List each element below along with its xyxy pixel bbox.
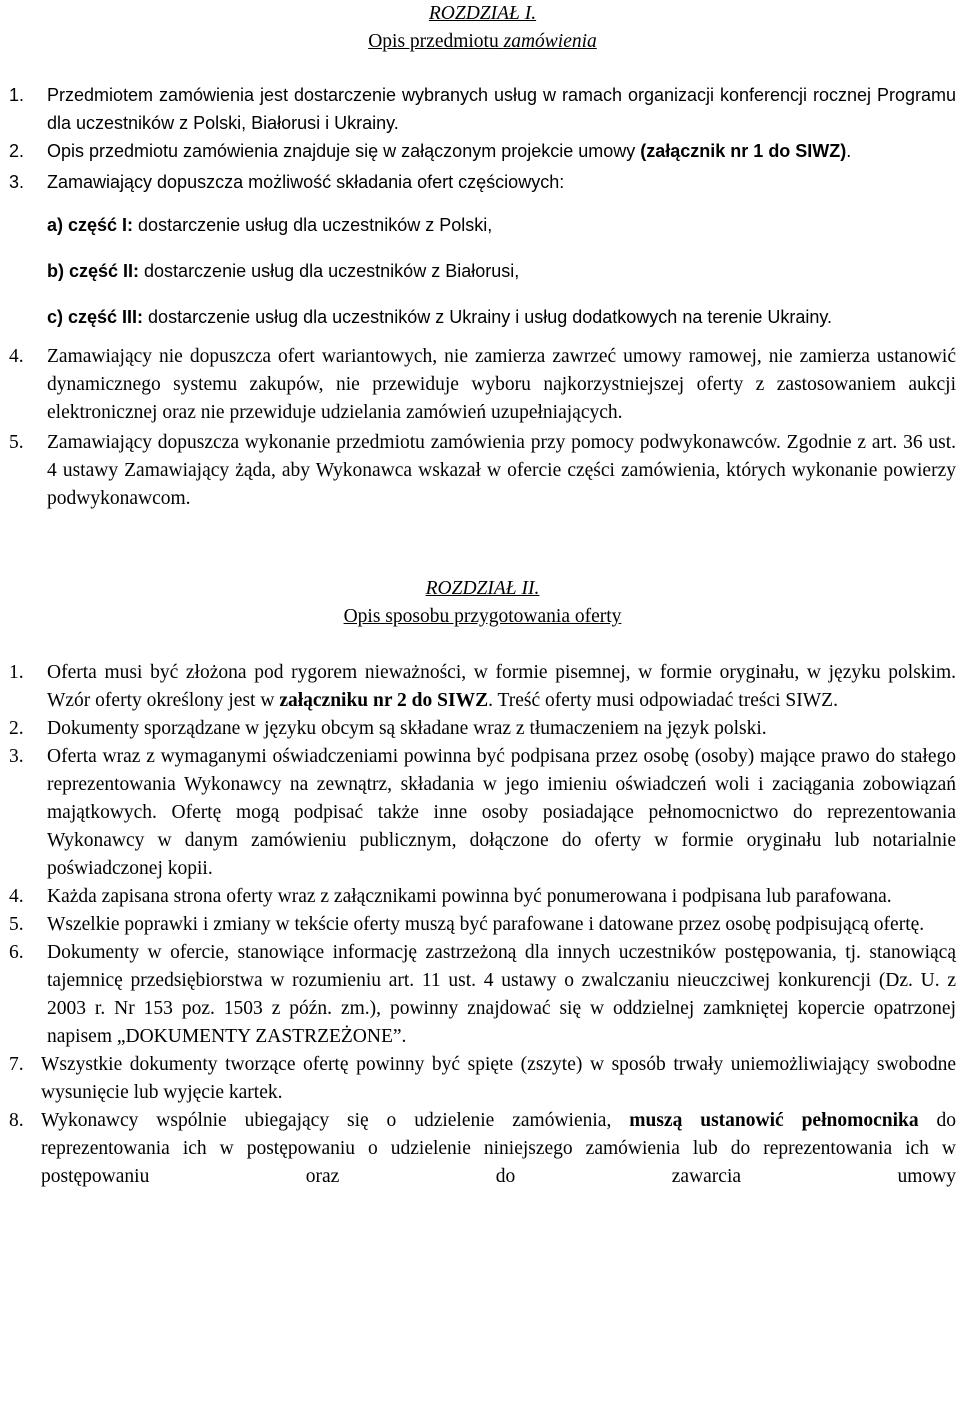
part-item: c) część III: dostarczenie usług dla uczestników z Ukrainy i usług dodatkowych na terenie Ukrainy. — [47, 307, 833, 327]
chapter-1-header — [9, 0, 956, 56]
list-item: 3. Zamawiający dopuszcza możliwość składania ofert częściowych: — [9, 172, 565, 192]
list-item: 5. Zamawiający dopuszcza wykonanie przedmiotu zamówienia przy pomocy podwykonawców. Zgodnie z art. 36 ust. 4 ustawy Zamawiający żąda, aby Wykonawca wskazał w ofercie części zamówienia, których wykonanie powierzy podwykonawcom. — [9, 432, 956, 509]
list-item: 2. Opis przedmiotu zamówienia znajduje się w załączonym projekcie umowy (załącznik nr 1 do SIWZ). — [9, 141, 852, 161]
list-item: 1. Oferta musi być złożona pod rygorem nieważności, w formie pisemnej, w formie oryginału, w języku polskim. Wzór oferty określony jest w załączniku nr 2 do SIWZ. Treść oferty musi odpowiadać treści SIWZ. — [9, 662, 956, 711]
chapter-1-title: Opis przedmiotu zamówienia — [368, 31, 597, 52]
list-item: 6. Dokumenty w ofercie, stanowiące informację zastrzeżoną dla innych uczestników postępowania, tj. stanowiącą tajemnicę przedsiębiorstwa w rozumieniu art. 11 ust. 4 ustawy o zwalczaniu nieuczciwej konkurencji (Dz. U. z 2003 r. Nr 153 poz. 1503 z późn. zm.), powinny znajdować się w oddzielnej zamkniętej kopercie opatrzonej napisem „DOKUMENTY ZASTRZEŻONE”. — [9, 942, 956, 1047]
part-item: a) część I: dostarczenie usług dla uczestników z Polski, — [47, 215, 493, 235]
list-item: 3. Oferta wraz z wymaganymi oświadczeniami powinna być podpisana przez osobę (osoby) mające prawo do stałego reprezentowania Wykonawcy na zewnątrz, składania w jego imieniu oświadczeń woli i zaciągania zobowiązań majątkowych. Ofertę mogą podpisać także inne osoby posiadające pełnomocnictwo do reprezentowania Wykonawcy w danym zamówieniu publicznym, dołączone do oferty w formie oryginału lub notarialnie poświadczonej kopii. — [9, 746, 956, 879]
chapter-1-list — [9, 81, 956, 331]
list-item: 5. Wszelkie poprawki i zmiany w tekście oferty muszą być parafowane i datowane przez osobę podpisującą ofertę. — [9, 914, 925, 935]
list-item: 4. Każda zapisana strona oferty wraz z załącznikami powinna być ponumerowana i podpisana lub parafowana. — [9, 886, 892, 907]
list-item: 1. Przedmiotem zamówienia jest dostarczenie wybranych usług w ramach organizacji konferencji rocznej Programu dla uczestników z Polski, Białorusi i Ukrainy. — [9, 85, 956, 133]
chapter-1-list-cont — [9, 343, 956, 513]
list-item: 8. Wykonawcy wspólnie ubiegający się o udzielenie zamówienia, muszą ustanowić pełnomocnika do reprezentowania ich w postępowaniu o udzielenie niniejszego zamówienia lub do reprezentowania ich w postępowaniu oraz do zawarcia umowy — [9, 1110, 957, 1187]
chapter-1-label: ROZDZIAŁ I. — [428, 3, 537, 24]
chapter-2-header — [9, 575, 956, 631]
part-item: b) część II: dostarczenie usług dla uczestników z Białorusi, — [47, 261, 520, 281]
chapter-2-title: Opis sposobu przygotowania oferty — [343, 606, 622, 627]
chapter-2-list — [9, 659, 956, 1191]
list-item: 4. Zamawiający nie dopuszcza ofert wariantowych, nie zamierza zawrzeć umowy ramowej, nie zamierza ustanowić dynamicznego systemu zakupów, nie przewiduje wyboru najkorzystniejszej oferty z zastosowaniem aukcji elektronicznej oraz nie przewiduje udzielania zamówień uzupełniających. — [9, 346, 956, 423]
list-item: 2. Dokumenty sporządzane w języku obcym są składane wraz z tłumaczeniem na język polski. — [9, 718, 767, 739]
list-item: 7. Wszystkie dokumenty tworzące ofertę powinny być spięte (zszyte) w sposób trwały uniemożliwiający swobodne wysunięcie lub wyjęcie kartek. — [9, 1054, 956, 1103]
chapter-2-label: ROZDZIAŁ II. — [425, 578, 540, 599]
